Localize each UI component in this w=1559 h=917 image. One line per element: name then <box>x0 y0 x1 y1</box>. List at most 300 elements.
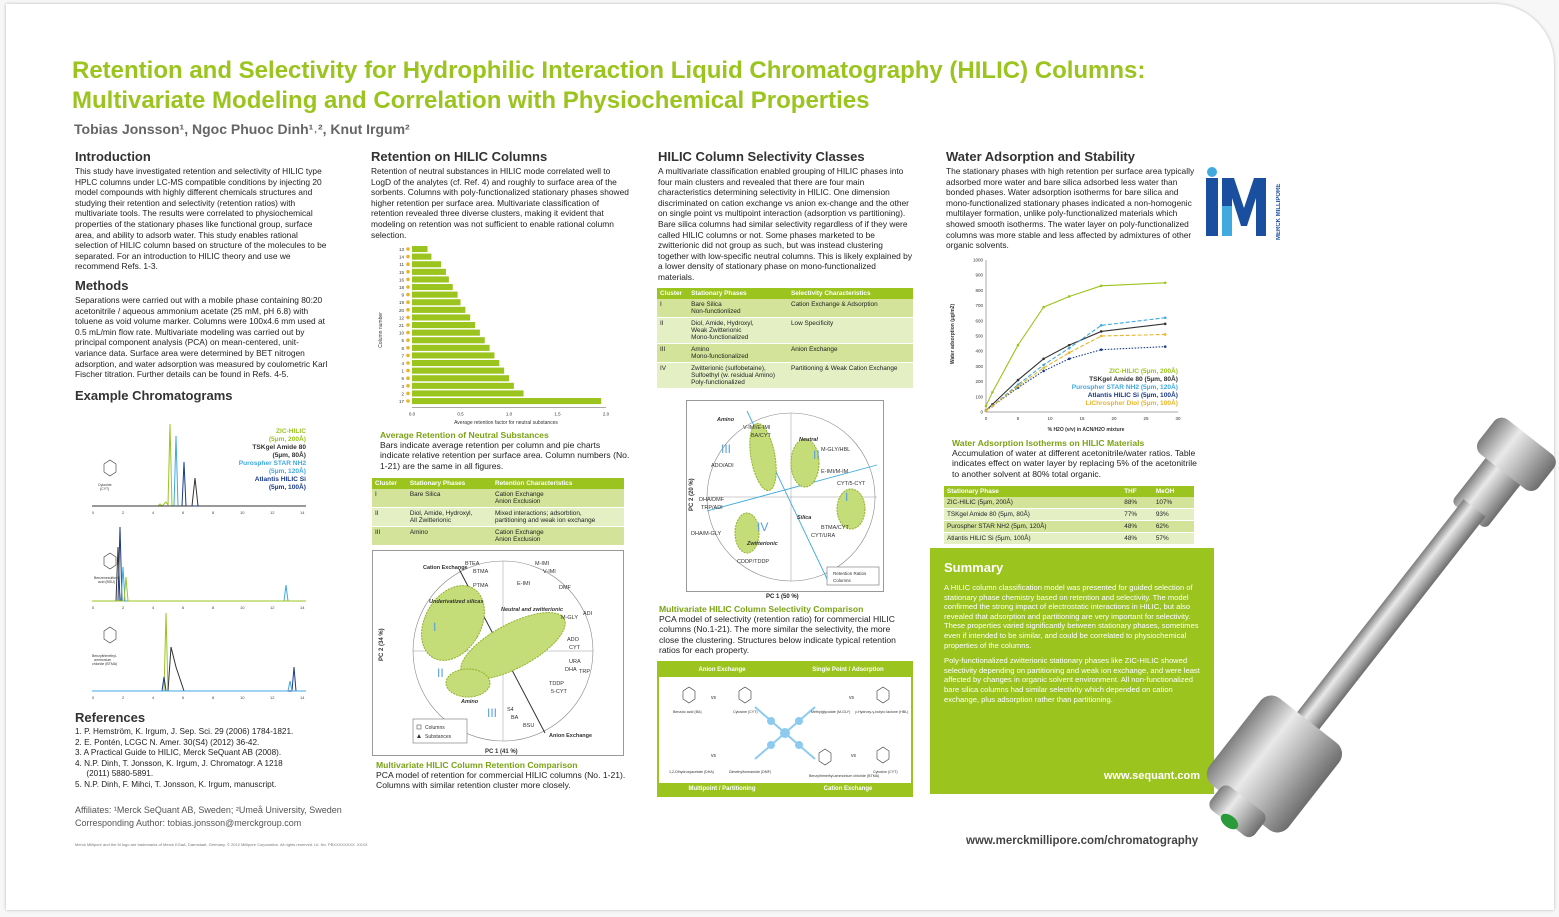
cluster-label: I <box>845 490 849 504</box>
data-point <box>1068 295 1071 298</box>
data-point <box>985 405 988 408</box>
pca-retention-caption-title: Multivariate HILIC Column Retention Comparison <box>376 760 578 770</box>
introduction-text: This study have investigated retention and selectivity of HILIC type HPLC columns under LC-MS compatible conditions by injecting 20 model compounds with highly different chemicals structures and studying their retention and selectivity (retention ratios) with multivariate tools. The results were correlated to physiochemical properties of the stationary phases like functional group, surface area, and ability to adsorb water. This study enables rational selection of HILIC column based on structure of the molecules to be separated. For an introduction to HILIC theory and use we recommend Refs. 1-3. <box>75 166 327 272</box>
retention-table <box>372 478 624 546</box>
cluster-label: II <box>437 666 444 680</box>
svg-text:2: 2 <box>122 510 125 515</box>
bar <box>412 345 490 351</box>
bar-chart-ylabel: Column number <box>378 312 384 348</box>
bar <box>412 330 480 336</box>
pca-label: DHA <box>565 667 577 673</box>
reference-item: 4. N.P. Dinh, T. Jonsson, K. Irgum, J. Chromatogr. A 1218 <box>75 758 283 768</box>
summary-paragraph-1: A HILIC column classification model was presented for guided selection of stationary phase chemistry based on retention and selectivity. The model confirmed the strong impact of electrostatic interactions in HILIC, but also revealed that adsorption and partitioning are very important for selectivity. These properties varied significantly between stationary phases, sometimes even if intended to be similar, and could be correlated to physiochemical properties of the columns. <box>944 583 1199 650</box>
pca-selectivity-caption-title: Multivariate HILIC Column Selectivity Comparison <box>659 604 864 614</box>
line-y-tick: 700 <box>975 303 983 309</box>
svg-text:10: 10 <box>240 510 245 515</box>
pie-marker <box>406 331 410 335</box>
references-heading: References <box>75 710 146 725</box>
line-chart-xlabel: % H2O (v/v) in ACN/H2O mixture <box>1047 427 1125 433</box>
pie-marker <box>406 338 410 342</box>
table-row: Atlantis HILIC Si (5µm, 100Å) 48% 57% <box>944 533 1194 545</box>
pca-label: BA/CYT <box>751 433 771 439</box>
pie-marker <box>406 293 410 297</box>
bar <box>412 269 446 275</box>
bar-category-label: 7 <box>401 353 404 359</box>
bar <box>412 368 504 374</box>
chromatogram-legend <box>186 428 306 492</box>
selectivity-quadrant <box>657 661 913 797</box>
data-point <box>991 391 994 394</box>
bar-x-tick: 2.0 <box>602 411 610 417</box>
legend-purospher: Purospher STAR NH2 (5µm, 120Å) <box>1071 384 1178 391</box>
svg-text:Benzenesulfonic: Benzenesulfonic <box>94 576 120 580</box>
svg-text:4: 4 <box>152 605 155 610</box>
table-row: ZIC-HILIC (5µm, 200Å) 88% 107% <box>944 497 1194 509</box>
data-point <box>1164 333 1167 336</box>
water-caption-text: Accumulation of water at different acetonitrile/water ratios. Table indicates effect on water layer by replacing 5% of the acetonitrile to another solvent at 80% total organic. <box>952 448 1197 479</box>
retention-section <box>371 149 629 240</box>
table-header: THF <box>1121 486 1153 497</box>
introduction-section <box>75 149 330 405</box>
legend-purospher: Purospher STAR NH2 (5µm, 120Å) <box>238 460 306 475</box>
data-point <box>1164 282 1167 285</box>
compound-label: Cytosine (CYT) <box>873 770 898 774</box>
bar <box>412 398 601 404</box>
svg-text:14: 14 <box>300 510 305 515</box>
table-row: I Bare Silica Non-functionlized Cation Exchange & Adsorption <box>657 299 913 318</box>
pie-marker <box>406 399 410 403</box>
bar-category-label: 21 <box>398 323 404 328</box>
svg-text:8: 8 <box>212 695 215 700</box>
pca-label: URA <box>569 659 581 665</box>
selectivity-section <box>658 149 914 283</box>
svg-text:14: 14 <box>300 695 305 700</box>
water-caption <box>952 438 1200 479</box>
pca-label: ADI <box>583 611 593 617</box>
pca-selectivity-plot <box>686 400 884 592</box>
pie-marker <box>406 270 410 274</box>
pca-label: BTMA/CYT <box>821 525 849 531</box>
data-point <box>1042 364 1045 367</box>
svg-text:Cytosine: Cytosine <box>98 483 112 487</box>
cluster-label: II <box>813 448 820 462</box>
vs-label: vs <box>849 695 854 701</box>
data-point <box>1068 344 1071 347</box>
svg-text:6: 6 <box>182 605 185 610</box>
line-x-tick: 15 <box>1079 416 1085 421</box>
pca-label: Silica <box>797 515 812 521</box>
compound-label: Dimethylformamide (DMF) <box>729 770 772 774</box>
bar <box>412 307 465 313</box>
pca-label: Zwitterionic <box>747 541 778 547</box>
table-row: II Diol, Amide, Hydroxyl, All Zwitterionic Mixed interactions; adsorbtion, partitioning and weak ion exchange <box>372 508 624 527</box>
cluster-label: I <box>433 620 437 634</box>
bar <box>412 337 485 343</box>
reference-item: (2011) 5880-5891. <box>75 769 154 779</box>
bar-x-tick: 0.0 <box>408 411 416 417</box>
poster-title <box>72 56 1272 116</box>
bar-category-label: 6 <box>401 376 404 382</box>
legend-atlantis: Atlantis HILIC Si (5µm, 100Å) <box>254 476 306 491</box>
selectivity-table <box>657 288 913 389</box>
svg-text:6: 6 <box>182 695 185 700</box>
logo-text: MERCK MILLIPORE <box>1276 183 1282 240</box>
bar-chart-svg <box>376 240 626 430</box>
bar-category-label: 3 <box>401 383 404 389</box>
svg-text:8: 8 <box>212 605 215 610</box>
bar <box>412 261 441 267</box>
references-list <box>75 727 335 791</box>
data-point <box>1017 379 1020 382</box>
pca-label: ADO/ADI <box>711 463 734 469</box>
pie-marker <box>406 392 410 396</box>
pca-axis-pc2: PC 2 (20 %) <box>689 478 695 511</box>
pca-label: CYT/5-CYT <box>837 481 866 487</box>
bar-x-tick: 1.5 <box>554 411 561 417</box>
references-section <box>75 710 335 791</box>
svg-text:2: 2 <box>122 695 125 700</box>
quad-multipoint: Multipoint / Partitioning <box>659 783 785 795</box>
data-point <box>1042 367 1045 370</box>
table-header: Selectivity Characteristics <box>788 288 913 299</box>
cluster-label: III <box>487 706 498 720</box>
svg-text:4: 4 <box>152 695 155 700</box>
data-point <box>1017 344 1020 347</box>
bar-category-label: 18 <box>398 285 404 290</box>
retention-caption-title: Average Retention of Neutral Substances <box>380 430 549 440</box>
methods-text: Separations were carried out with a mobile phase containing 80:20 acetonitrile / aqueous ammonium acetate (25 mM, pH 6.8) with toluene as void volume marker. Columns were 100x4.6 mm used at 0.5 mL/min flow rate. Multivariate modeling was carried out by principal component analysis (PCA) on mean-centered, unit-variance data. Surface area were determined by BET nitrogen adsorption, and water adsorption was measured by coulometric Karl Fischer titration. Further details can be found in Refs. 4-5. <box>75 294 328 380</box>
pca-label: ADO <box>567 637 579 643</box>
title-line-2: Multivariate Modeling and Correlation with Physiochemical Properties <box>72 87 870 114</box>
pie-marker <box>406 278 410 282</box>
data-point <box>1068 358 1071 361</box>
pie-marker <box>406 323 410 327</box>
pca-label: Amino <box>461 699 479 705</box>
pca-selectivity-caption <box>659 604 909 656</box>
poster <box>6 4 1554 910</box>
pie-marker <box>406 316 410 320</box>
line-x-tick: 20 <box>1111 416 1117 421</box>
pca-retention-plot <box>372 550 624 756</box>
pca-label: M-IMI <box>535 561 550 567</box>
merck-millipore-logo <box>1202 166 1292 246</box>
compound-label: Cytosine (CYT) <box>733 710 758 714</box>
svg-text:(CYT): (CYT) <box>100 487 110 491</box>
quad-anion-exchange: Anion Exchange <box>659 663 785 677</box>
bar-category-label: 11 <box>399 262 404 268</box>
corresponding-author: Corresponding Author: tobias.jonsson@merckgroup.com <box>75 818 302 828</box>
pca-selectivity-caption-text: PCA model of selectivity (retention ratio) for commercial HILIC columns (No.1-21). The more similar the selectivity, the more close the clustering. Structures below indicate typical retention ratios for each property. <box>659 614 896 656</box>
retention-bar-chart <box>376 240 626 430</box>
line-y-tick: 600 <box>975 318 983 324</box>
table-header: Cluster <box>372 478 407 489</box>
bar <box>412 360 499 366</box>
methods-heading: Methods <box>75 277 129 293</box>
svg-text:14: 14 <box>300 605 305 610</box>
vs-label: vs <box>711 695 716 701</box>
pie-marker <box>406 308 410 312</box>
selectivity-table-wrap <box>657 288 913 389</box>
retention-table-wrap <box>372 478 624 546</box>
data-point <box>1042 358 1045 361</box>
line-y-tick: 1000 <box>972 257 983 263</box>
line-y-tick: 200 <box>975 379 983 385</box>
legend-zic-hilic: ZIC-HILIC (5µm, 200Å) <box>1108 368 1178 375</box>
line-y-tick: 300 <box>975 363 983 369</box>
data-point <box>1100 285 1103 288</box>
title-line-1: Retention and Selectivity for Hydrophilic Interaction Liquid Chromatography (HILIC) Columns: <box>72 57 1146 84</box>
pie-marker <box>406 255 410 259</box>
summary-paragraph-2: Poly-functionalized zwitterionic stationary phases like ZIC-HILIC showed selectivity depending on partitioning and weak ion exchange, and were least affected by changes in organic solvent environment. All non-functionalized bare silica columns had similar selectivity which depended on cation exchange, plus adsorption rather than partitioning. <box>944 656 1200 704</box>
pca-label: Underivatized silicas <box>429 599 484 605</box>
svg-text:6: 6 <box>182 510 185 515</box>
hplc-column-icon <box>1206 384 1546 884</box>
bar-x-tick: 0.5 <box>457 411 464 417</box>
pca-label: Cation Exchange <box>423 565 468 571</box>
data-point <box>985 409 988 412</box>
cluster-label: III <box>721 442 732 456</box>
legend-columns: Columns <box>425 725 445 731</box>
reference-item: 2. E. Pontén, LCGC N. Amer. 30(S4) (2012) 36-42. <box>75 737 260 747</box>
legend-tskgel: TSKgel Amide 80 (5µm, 80Å) <box>252 444 306 459</box>
chromatograms-heading: Example Chromatograms <box>75 387 233 403</box>
data-point <box>1068 347 1071 350</box>
reference-item: 1. P. Hemström, K. Irgum, J. Sep. Sci. 29 (2006) 1784-1821. <box>75 727 294 736</box>
pca-label: V-IMI <box>543 569 556 575</box>
svg-text:10: 10 <box>240 605 245 610</box>
pca-label: CYT/URA <box>811 533 836 539</box>
line-y-tick: 0 <box>980 409 983 415</box>
pca-label: TRP/ADI <box>701 505 723 511</box>
bar <box>412 383 514 389</box>
bar-category-label: 20 <box>398 307 404 313</box>
retention-caption-text: Bars indicate average retention per column and pie charts indicate relative retention per surface area. Column numbers (No. 1-21) are the same in all figures. <box>380 440 630 471</box>
quadrant-svg <box>659 677 911 785</box>
table-row: II Diol, Amide, Hydroxyl, Weak Zwitterionic Mono-functionalized Low Specificity <box>657 318 913 344</box>
bar <box>412 276 449 282</box>
bar-category-label: 13 <box>398 247 404 252</box>
pie-marker <box>406 369 410 373</box>
data-point <box>1017 385 1020 388</box>
pie-marker <box>406 247 410 251</box>
svg-text:8: 8 <box>212 510 215 515</box>
bar <box>412 352 494 358</box>
line-x-tick: 5 <box>1016 416 1020 421</box>
line-chart-ylabel: Water adsorption (µg/m2) <box>950 303 956 365</box>
legend-tskgel: TSKgel Amide 80 (5µm, 80Å) <box>1089 376 1178 383</box>
retention-caption <box>380 430 630 471</box>
water-section <box>946 149 1196 251</box>
svg-text:0: 0 <box>92 605 95 610</box>
pca-retention-svg <box>373 551 623 755</box>
pie-marker <box>406 361 410 365</box>
water-caption-title: Water Adsorption Isotherms on HILIC Materials <box>952 438 1145 448</box>
trademark-note: Merck Millipore and the M logo are trademarks of Merck KGaA, Darmstadt, Germany. © 2012 Millipore Corporation. All rights reserved. Lit. No. PBXXXXXXXX. XXXX <box>75 842 368 847</box>
table-header: Stationary Phases <box>407 478 492 489</box>
affiliates-text: Affiliates: ¹Merck SeQuant AB, Sweden; ²Umeå University, Sweden <box>75 805 342 815</box>
hplc-column-illustration <box>1206 384 1546 884</box>
pca-label: Neutral and zwitterionic <box>501 607 564 613</box>
water-table <box>944 486 1194 545</box>
legend-lichrospher: LiChrospher Diol (5µm, 100Å) <box>1085 400 1178 407</box>
merckmillipore-link[interactable]: www.merckmillipore.com/chromatography <box>966 835 1199 847</box>
line-x-tick: 0 <box>984 416 988 421</box>
svg-text:chloride (BTMA): chloride (BTMA) <box>92 662 118 666</box>
bar <box>412 314 470 320</box>
pca-label: BSU <box>523 723 535 729</box>
pca-label: DHA/M-GLY <box>691 531 722 537</box>
line-y-tick: 500 <box>975 333 983 339</box>
pca-label: Amino <box>717 417 735 423</box>
data-point <box>1164 345 1167 348</box>
bar-category-label: 4 <box>401 361 404 366</box>
data-point <box>1042 306 1045 309</box>
water-heading: Water Adsorption and Stability <box>946 149 1135 164</box>
bar <box>412 292 458 298</box>
reference-item: 3. A Practical Guide to HILIC, Merck SeQuant AB (2008). <box>75 748 282 758</box>
pie-marker <box>406 285 410 289</box>
svg-text:4: 4 <box>152 510 155 515</box>
svg-text:ammonium: ammonium <box>94 658 112 662</box>
reference-item: 5. N.P. Dinh, F. Mihci, T. Jonsson, K. Irgum, manuscript. <box>75 779 277 789</box>
bar-category-label: 2 <box>401 391 404 397</box>
pca-label: M-GLY <box>561 615 579 621</box>
table-header: Retention Characteristics <box>492 478 624 489</box>
pca-label: V-IMI/E-IMI <box>743 425 771 431</box>
bar-chart-xlabel: Average retention factor for neutral substances <box>454 420 558 426</box>
pie-marker <box>406 262 410 266</box>
data-point <box>1100 335 1103 338</box>
legend-columns: Columns <box>833 578 851 583</box>
authors: Tobias Jonsson¹, Ngoc Phuoc Dinh¹˒², Knut Irgum² <box>74 121 410 137</box>
pca-label: M-GLY/HBL <box>821 447 851 453</box>
summary-box <box>930 548 1214 794</box>
svg-text:10: 10 <box>240 695 245 700</box>
legend-zic-hilic: ZIC-HILIC (5µm, 200Å) <box>268 428 306 443</box>
pca-label: BA <box>511 715 519 721</box>
table-header: Stationary Phase <box>944 486 1121 497</box>
svg-text:0: 0 <box>92 510 95 515</box>
data-point <box>1164 316 1167 319</box>
svg-text:acid (BSU): acid (BSU) <box>98 580 115 584</box>
svg-text:12: 12 <box>270 605 275 610</box>
data-point <box>1100 348 1103 351</box>
table-row: IV Zwitterionic (sulfobetaine), Sulfoethyl (w. residual Amino) Poly-functionalized Partitioning & Weak Cation Exchange <box>657 363 913 389</box>
pca-label: DMF <box>559 585 571 591</box>
bar-category-label: 5 <box>401 338 404 344</box>
bar-x-tick: 1.0 <box>505 411 513 417</box>
line-x-tick: 10 <box>1047 416 1053 421</box>
table-row: III Amino Cation Exchange Anion Exclusion <box>372 527 624 546</box>
data-point <box>1042 370 1045 373</box>
bar-category-label: 19 <box>398 300 404 306</box>
compound-label: Benzyltrimethyl-ammonium chloride (BTMA) <box>809 774 880 778</box>
affiliations <box>75 804 342 830</box>
legend-substances: Substances <box>425 734 452 740</box>
bar-category-label: 14 <box>398 254 404 260</box>
legend-ratios: Retention Ratios <box>833 571 867 576</box>
pie-marker <box>406 376 410 380</box>
compound-label: Benzoic acid (BA) <box>673 710 702 714</box>
data-point <box>991 405 994 408</box>
bar <box>412 299 461 305</box>
line-y-tick: 100 <box>975 394 983 400</box>
pca-retention-caption-text: PCA model of retention for commercial HILIC columns (No. 1-21). Columns with similar retention cluster more closely. <box>376 770 626 791</box>
pca-label: BTEA <box>465 561 480 567</box>
retention-heading: Retention on HILIC Columns <box>371 149 548 164</box>
pca-selectivity-svg <box>687 401 885 605</box>
bar-category-label: 17 <box>398 399 404 404</box>
table-header: MeOH <box>1153 486 1194 497</box>
pca-label: TRP <box>579 669 590 675</box>
quad-single-point: Single Point / Adsorption <box>785 663 911 677</box>
pca-label: Anion Exchange <box>549 733 593 739</box>
table-header: Stationary Phases <box>688 288 788 299</box>
bar-category-label: 10 <box>398 330 404 336</box>
pca-label: E-IMI <box>517 581 531 587</box>
bar <box>412 322 475 328</box>
cluster-label: IV <box>757 520 769 534</box>
svg-text:0: 0 <box>92 695 95 700</box>
bar-category-label: 1 <box>401 368 404 374</box>
bar <box>412 284 453 290</box>
bar-category-label: 9 <box>401 292 404 298</box>
water-adsorption-chart <box>946 254 1186 434</box>
legend-atlantis: Atlantis HILIC Si (5µm, 100Å) <box>1087 392 1178 399</box>
quad-cation-exchange: Cation Exchange <box>785 783 911 795</box>
chromatogram-bsu <box>92 527 306 610</box>
chromatograms-figure <box>88 422 318 700</box>
pca-label: DHA/DMF <box>699 497 725 503</box>
table-row: Purospher STAR NH2 (5µm, 120Å) 48% 62% <box>944 521 1194 533</box>
pca-label: S4 <box>507 707 514 713</box>
selectivity-heading: HILIC Column Selectivity Classes <box>658 149 865 164</box>
chromatogram-btma <box>92 613 306 700</box>
sequant-link[interactable]: www.sequant.com <box>1103 770 1200 782</box>
bar-category-label: 15 <box>398 269 404 275</box>
pca-axis-pc1: PC 1 (41 %) <box>485 749 518 755</box>
introduction-heading: Introduction <box>75 149 151 164</box>
table-row: TSKgel Amide 80 (5µm, 80Å) 77% 93% <box>944 509 1194 521</box>
bar-category-label: 8 <box>401 345 404 351</box>
vs-label: vs <box>851 753 856 759</box>
pca-axis-pc2: PC 2 (34 %) <box>379 628 385 661</box>
summary-heading: Summary <box>944 560 1004 575</box>
pca-retention-caption <box>376 760 626 791</box>
pie-marker <box>406 384 410 388</box>
pie-marker <box>406 346 410 350</box>
pie-marker <box>406 300 410 304</box>
bar <box>412 375 509 381</box>
pca-label: CDDP/TDDP <box>737 559 770 565</box>
line-x-tick: 30 <box>1175 416 1181 421</box>
data-point <box>1164 323 1167 326</box>
pca-label: PTMA <box>473 583 489 589</box>
bar-category-label: 12 <box>398 315 404 321</box>
pca-label: TDDP <box>549 681 564 687</box>
water-text: The stationary phases with high retention per surface area typically adsorbed more water and bare silica adsorbed less water than bonded phases. Water adsorption isotherms for bare silica and mono-functionalized stationary phases indicated a non-homogenic multilayer formation, unlike poly-functionalized materials which showed smooth isotherms. The water layer on poly-functionalized columns was more stable and less affected by admixtures of other organic solvents. <box>946 166 1195 251</box>
table-row: I Bare Silica Cation Exchange Anion Exclusion <box>372 489 624 508</box>
svg-text:Benzyltrimethyl-: Benzyltrimethyl- <box>92 654 117 658</box>
pca-label: E-IMI/M-IM <box>821 469 849 475</box>
selectivity-text: A multivariate classification enabled grouping of HILIC phases into four main clusters and revealed that there are four main characteristics determining selectivity in HILIC. One dimension discriminated on cation exchange vs anion ex-change and the other on single point vs multipoint interaction (adsorption vs partitioning). Bare silica columns had similar selectivity regardless of if they were called HILIC columns or not. Some phases marketed to be zwitterionic did not group as such, but was instead clustering together with low-specific neutral columns. This is likely explained by a lower density of stationary phase on mono-functionalized materials. <box>658 166 913 282</box>
bar <box>412 390 524 396</box>
table-row: III Amino Mono-functionalized Anion Exchange <box>657 344 913 363</box>
water-table-wrap <box>944 486 1194 545</box>
svg-text:2: 2 <box>122 605 125 610</box>
bar <box>412 254 431 260</box>
data-point <box>1100 324 1103 327</box>
